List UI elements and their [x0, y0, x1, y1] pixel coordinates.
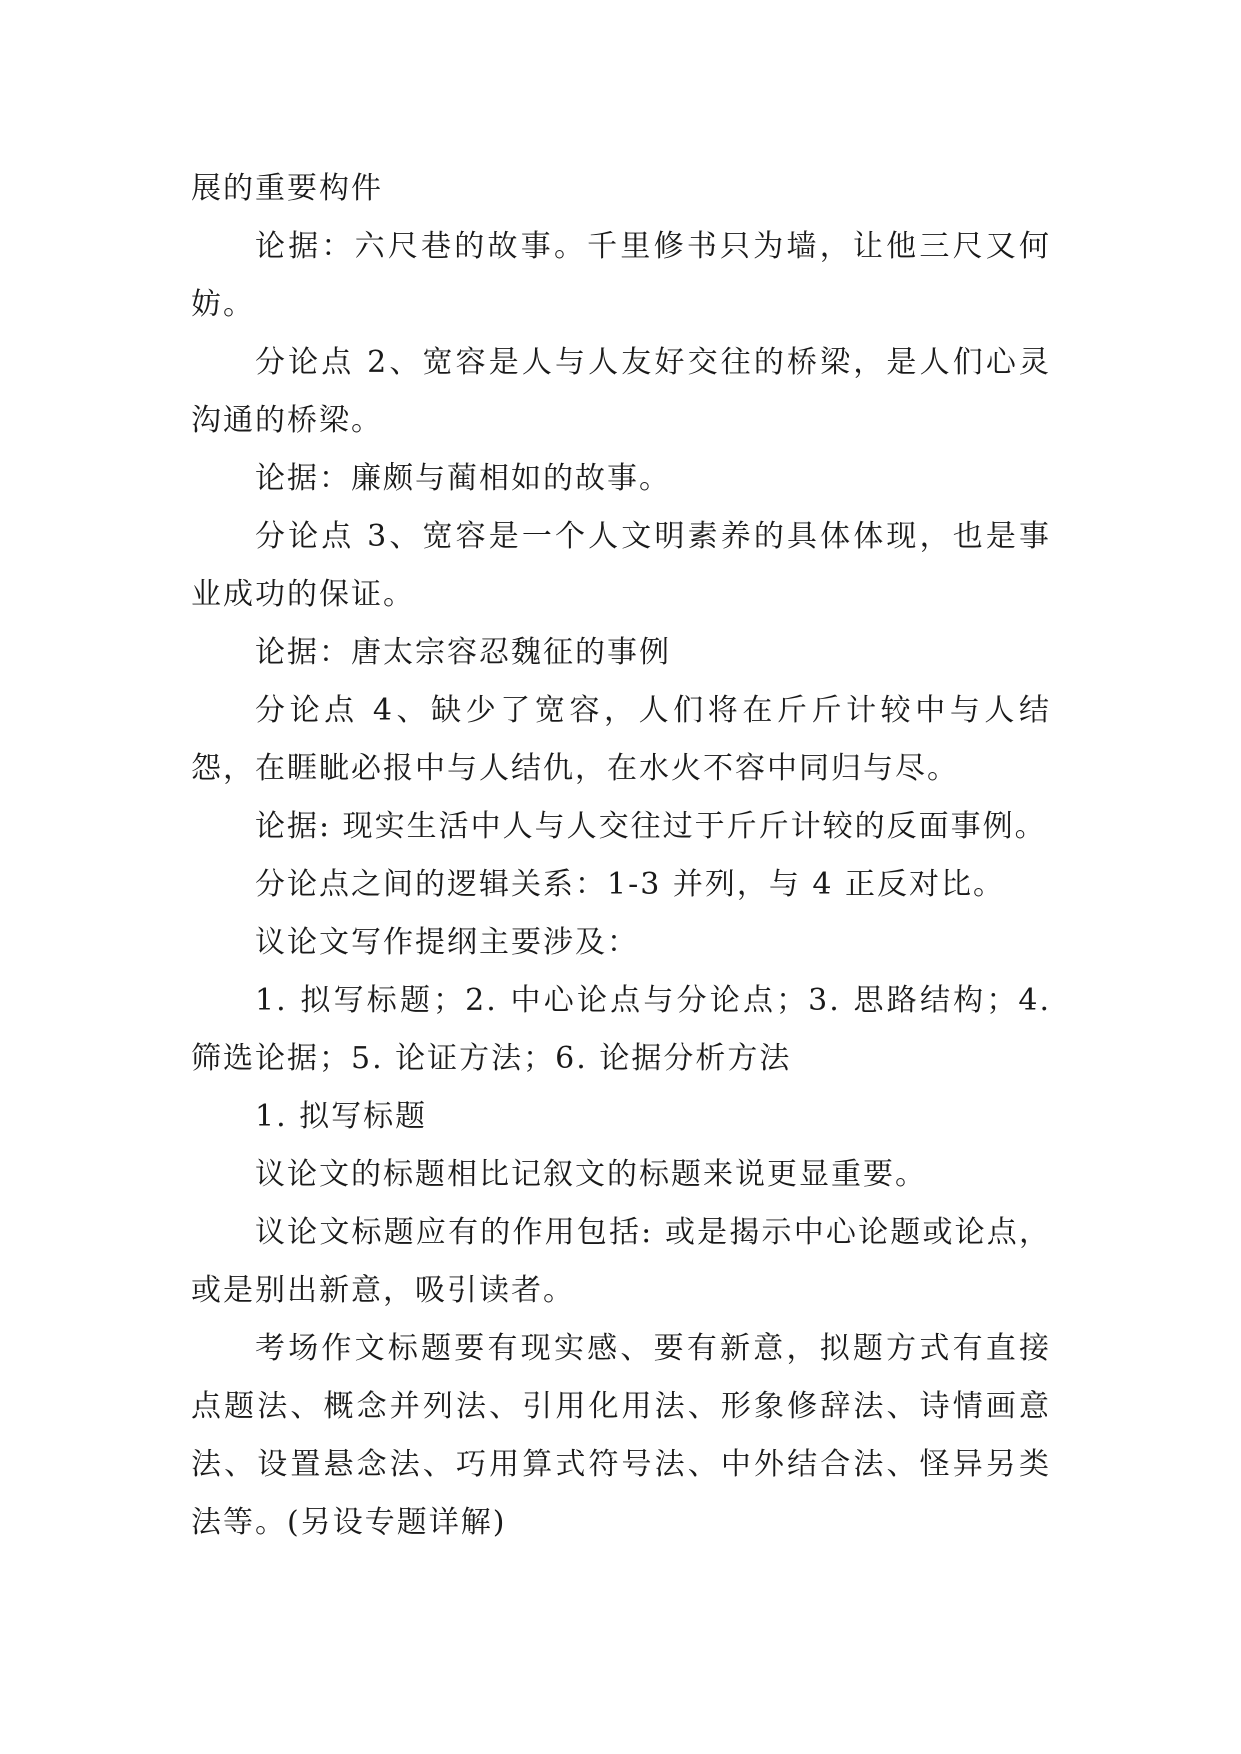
- section-heading-title-drafting: 1. 拟写标题: [255, 1099, 428, 1134]
- paragraph-sub-point-3: 分论点 3、宽容是一个人文明素养的具体体现，也是事业成功的保证。: [191, 519, 1051, 612]
- paragraph-logic-relation: 分论点之间的逻辑关系：1-3 并列，与 4 正反对比。: [255, 867, 1006, 902]
- paragraph-continuation: 展的重要构件: [191, 171, 383, 206]
- paragraph-evidence-2: 论据：廉颇与蔺相如的故事。: [255, 461, 671, 496]
- paragraph-sub-point-4: 分论点 4、缺少了宽容，人们将在斤斤计较中与人结怨，在睚眦必报中与人结仇，在水火不容中同归与尽。: [191, 693, 1051, 786]
- paragraph-title-methods: 考场作文标题要有现实感、要有新意，拟题方式有直接点题法、概念并列法、引用化用法、形象修辞法、诗情画意法、设置悬念法、巧用算式符号法、中外结合法、怪异另类法等。(另设专题详解): [191, 1331, 1051, 1540]
- paragraph-outline-list: 1. 拟写标题；2. 中心论点与分论点；3. 思路结构；4. 筛选论据；5. 论证方法；6. 论据分析方法: [191, 983, 1051, 1076]
- paragraph-title-importance: 议论文的标题相比记叙文的标题来说更显重要。: [255, 1157, 927, 1192]
- paragraph-sub-point-2: 分论点 2、宽容是人与人友好交往的桥梁，是人们心灵沟通的桥梁。: [191, 345, 1051, 438]
- paragraph-evidence-1: 论据：六尺巷的故事。千里修书只为墙，让他三尺又何妨。: [191, 229, 1051, 322]
- paragraph-title-function: 议论文标题应有的作用包括: 或是揭示中心论题或论点，或是别出新意，吸引读者。: [191, 1215, 1051, 1308]
- paragraph-evidence-3: 论据：唐太宗容忍魏征的事例: [255, 635, 671, 670]
- paragraph-outline-intro: 议论文写作提纲主要涉及：: [255, 925, 639, 960]
- document-body: [191, 160, 1051, 1552]
- paragraph-evidence-4: 论据: 现实生活中人与人交往过于斤斤计较的反面事例。: [255, 809, 1047, 844]
